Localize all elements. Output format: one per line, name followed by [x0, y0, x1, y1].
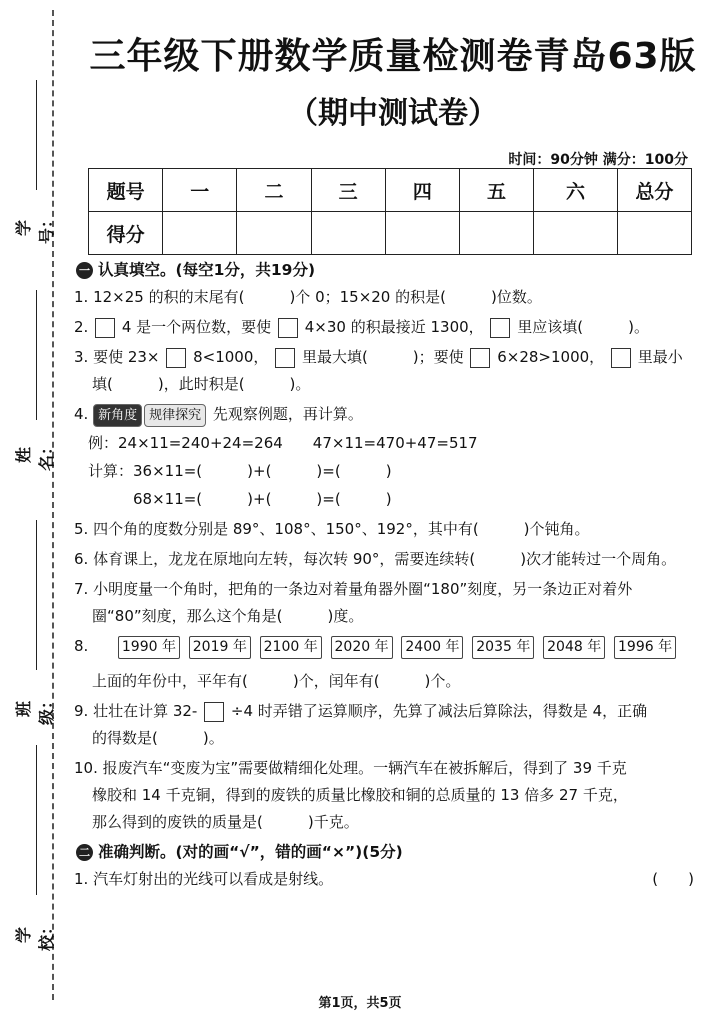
question-text: 先观察例题，再计算。 [212, 405, 363, 423]
school-field[interactable] [36, 745, 37, 895]
digit-box[interactable] [275, 348, 295, 368]
section-heading [76, 260, 694, 281]
answer-paren[interactable]: ( ) [652, 870, 694, 888]
question-text: 橡胶和 14 千克铜，得到的废铁的质量比橡胶和铜的总质量的 13 倍多 27 千克， [92, 786, 628, 804]
exam-meta: 时间：90分钟 满分：100分 [508, 152, 688, 168]
new-angle-tag: 新角度 [93, 404, 142, 427]
question-text: 填( )，此时积是( )。 [92, 375, 311, 393]
score-input-cell[interactable] [237, 212, 311, 255]
digit-box[interactable] [470, 348, 490, 368]
student-id-field[interactable] [36, 80, 37, 190]
question-text: 7. 小明度量一个角时，把角的一条边对着量角器外圈“180”刻度，另一条边正对着外 [74, 580, 633, 598]
question-content [74, 260, 694, 899]
question-number: 2. [74, 318, 89, 336]
question-text: 3. 要使 23× [74, 348, 160, 366]
school-label: 学校： [14, 919, 56, 952]
digit-box[interactable] [166, 348, 186, 368]
question-7 [74, 579, 694, 627]
calc-block [74, 433, 694, 510]
digit-box[interactable] [204, 702, 224, 722]
score-input-cell[interactable] [534, 212, 618, 255]
calc-line: 计算：36×11=( )+( )=( ) [88, 462, 392, 480]
question-10 [74, 758, 694, 833]
class-field[interactable] [36, 520, 37, 670]
section-number-badge: 二 [76, 844, 93, 861]
name-label: 姓名： [14, 439, 56, 472]
section-heading [76, 842, 694, 863]
cut-line [52, 10, 54, 1000]
score-table [88, 168, 692, 255]
score-input-cell[interactable] [385, 212, 459, 255]
question-9 [74, 701, 694, 749]
table-cell: 五 [459, 169, 533, 212]
question-text: 上面的年份中，平年有( )个，闰年有( )个。 [92, 672, 461, 690]
question-text: 6×28>1000， [497, 348, 605, 366]
name-field[interactable] [36, 290, 37, 420]
score-input-cell[interactable] [459, 212, 533, 255]
question-text: 里应该填( )。 [517, 318, 649, 336]
page-number: 第1页，共5页 [318, 996, 402, 1011]
question-text: 的得数是( )。 [92, 729, 224, 747]
question-1: 1. 12×25 的积的末尾有( )个 0；15×20 的积是( )位数。 [74, 288, 542, 306]
question-text: 8<1000， [193, 348, 269, 366]
year-box: 2100 年 [260, 636, 322, 659]
question-number: 8. [74, 637, 89, 655]
table-cell: 总分 [617, 169, 691, 212]
student-id-label: 学号： [14, 212, 56, 245]
score-header-row [89, 169, 692, 212]
question-text: 10. 报废汽车“变废为宝”需要做精细化处理。一辆汽车在被拆解后，得到了 39 千克 [74, 759, 627, 777]
digit-box[interactable] [490, 318, 510, 338]
judge-question-1 [74, 869, 694, 890]
table-cell: 二 [237, 169, 311, 212]
digit-box[interactable] [278, 318, 298, 338]
question-text: 4×30 的积最接近 1300， [304, 318, 484, 336]
question-text: 里最大填( )；要使 [301, 348, 464, 366]
pattern-tag: 规律探究 [144, 404, 206, 427]
question-text: ÷4 时弄错了运算顺序，先算了减法后算除法，得数是 4，正确 [230, 702, 648, 720]
question-text: 那么得到的废铁的质量是( )千克。 [92, 813, 359, 831]
page-title: 三年级下册数学质量检测卷青岛63版 [89, 36, 697, 77]
score-input-cell[interactable] [163, 212, 237, 255]
year-box: 2035 年 [472, 636, 534, 659]
page-subtitle: （期中测试卷） [288, 96, 498, 131]
question-text: 4 是一个两位数，要使 [121, 318, 272, 336]
question-text: 里最小 [637, 348, 683, 366]
digit-box[interactable] [95, 318, 115, 338]
question-text: 9. 壮壮在计算 32- [74, 702, 198, 720]
year-box: 2019 年 [189, 636, 251, 659]
question-5: 5. 四个角的度数分别是 89°、108°、150°、192°，其中有( )个钝角。 [74, 520, 590, 538]
section-title: 准确判断。(对的画“√”，错的画“×”)(5分) [98, 843, 403, 861]
table-cell: 六 [534, 169, 618, 212]
digit-box[interactable] [611, 348, 631, 368]
class-label: 班级： [14, 693, 56, 726]
question-2 [74, 317, 694, 338]
table-cell: 得分 [89, 212, 163, 255]
question-8 [74, 636, 694, 692]
question-4 [74, 404, 694, 510]
year-box: 1990 年 [118, 636, 180, 659]
question-text: 1. 汽车灯射出的光线可以看成是射线。 [74, 870, 334, 888]
calc-line: 68×11=( )+( )=( ) [88, 490, 392, 508]
year-box: 2400 年 [401, 636, 463, 659]
question-6: 6. 体育课上，龙龙在原地向左转，每次转 90°，需要连续转( )次才能转过一个周角。 [74, 550, 677, 568]
example-line: 例：24×11=240+24=264 47×11=470+47=517 [88, 434, 478, 452]
year-box: 2020 年 [331, 636, 393, 659]
section-title: 认真填空。(每空1分，共19分) [98, 261, 316, 279]
question-3 [74, 347, 694, 395]
table-cell: 一 [163, 169, 237, 212]
question-text: 圈“80”刻度，那么这个角是( )度。 [92, 607, 364, 625]
table-cell: 题号 [89, 169, 163, 212]
section-number-badge: 一 [76, 262, 93, 279]
score-input-cell[interactable] [617, 212, 691, 255]
year-box: 2048 年 [543, 636, 605, 659]
year-box: 1996 年 [614, 636, 676, 659]
score-value-row [89, 212, 692, 255]
score-input-cell[interactable] [311, 212, 385, 255]
table-cell: 三 [311, 169, 385, 212]
question-number: 4. [74, 405, 89, 423]
binding-margin [0, 0, 60, 1018]
table-cell: 四 [385, 169, 459, 212]
